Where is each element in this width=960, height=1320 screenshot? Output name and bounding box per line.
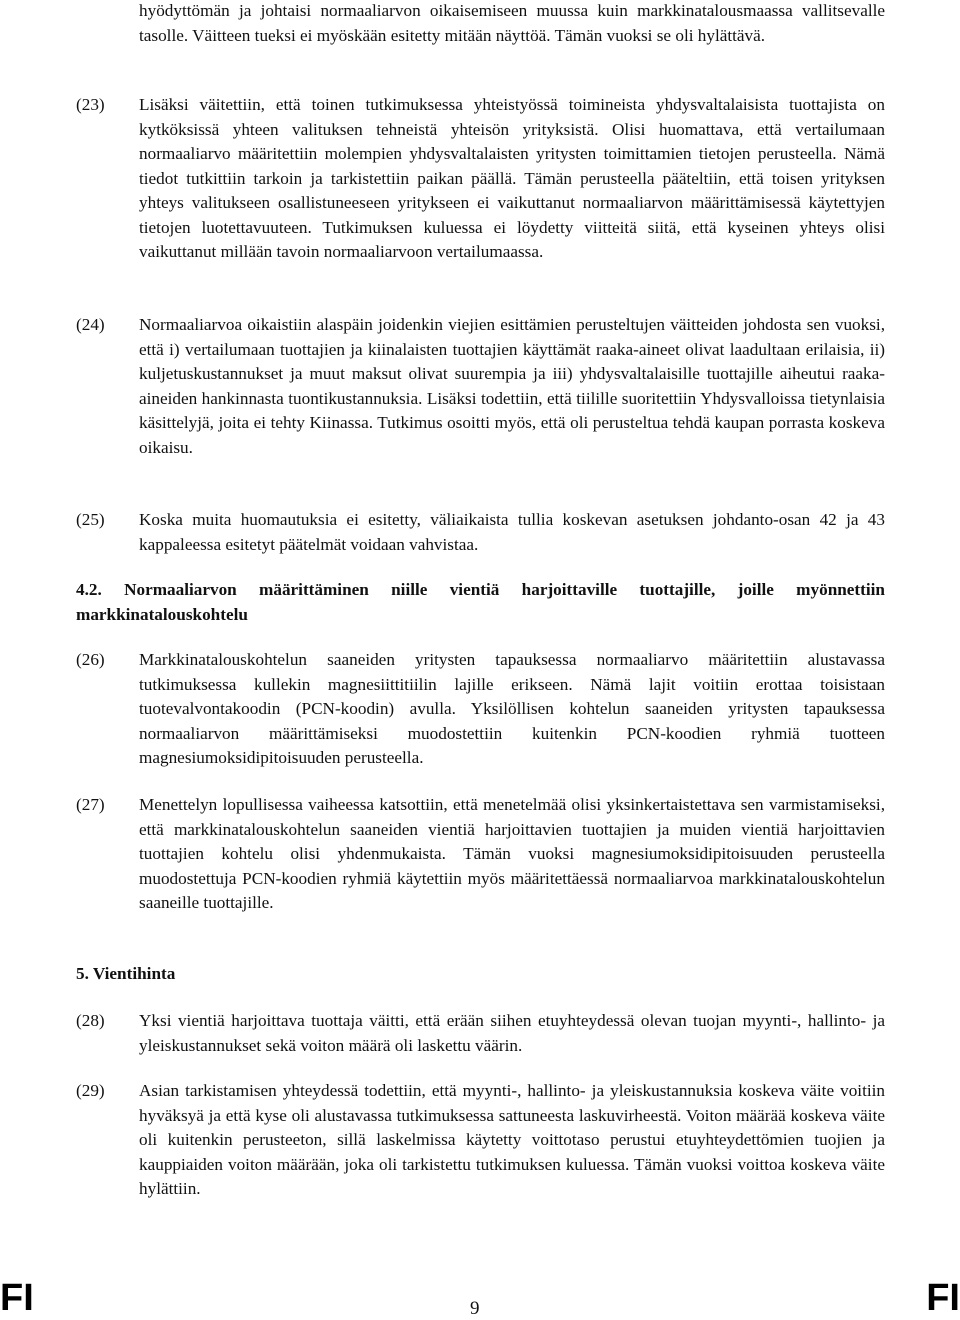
footer-language-code-right: FI	[926, 1277, 960, 1319]
paragraph-text: Normaaliarvoa oikaistiin alaspäin joidenkin viejien esittämien perusteltujen väitteiden johdosta sen vuoksi, että i) vertailumaan tuottajien ja kiinalaisten tuottajien käyttämät raaka-aineet olivat laadultaan erilaisia, ii) kuljetuskustannukset ja muut maksut olivat suurempia ja iii) yhdysvaltalaisille tuottajille aiheutui raaka-aineiden hankinnasta tuontikustannuksia. Lisäksi todettiin, että tiilille suoritettiin Yhdysvalloissa tietynlaisia käsittelyjä, joita ei tehty Kiinassa. Tutkimus osoitti myös, että oli perusteltua tehdä kaupan porrasta koskeva oikaisu.	[139, 315, 885, 457]
paragraph-text: Asian tarkistamisen yhteydessä todettiin, että myynti-, hallinto- ja yleiskustannuksia koskeva väite voitiin hyväksyä ja että kyse oli alustavassa tutkimuksessa sattuneesta laskuvirheestä. Voiton määrää koskeva väite oli kuitenkin perusteeton, sillä laskelmissa käytetty voittotaso perustui etuyhteydettömien tuojien ja kauppiaiden voiton määrään, joka oli tarkistettu tutkimuksen kuluessa. Tämän vuoksi voittoa koskeva väite hylättiin.	[139, 1081, 885, 1198]
paragraph-text: Menettelyn lopullisessa vaiheessa katsottiin, että menetelmää olisi yksinkertaistettava sen varmistamiseksi, että markkinatalouskohtelun saaneiden vientiä harjoittavien tuottajien ja muiden vientiä harjoittavien tuottajien kohtelu olisi yhdenmukaista. Tämän vuoksi magnesiumoksidipitoisuuden perusteella muodostettuja PCN-koodien ryhmiä käytettiin myös määritettäessä normaaliarvoa markkinatalouskohtelun saaneille tuottajille.	[139, 795, 885, 912]
page-number: 9	[470, 1298, 480, 1319]
section-heading-4-2: 4.2. Normaaliarvon määrittäminen niille vientiä harjoittaville tuottajille, joille myönnettiin markkinatalouskohtelu	[76, 580, 885, 624]
intro-paragraph-continuation: hyödyttömän ja johtaisi normaaliarvon oikaisemiseen muussa kuin markkinatalousmaassa vallitsevalle tasolle. Väitteen tueksi ei myöskään esitetty mitään näyttöä. Tämän vuoksi se oli hylättävä.	[139, 1, 885, 45]
paragraph-text: Koska muita huomautuksia ei esitetty, väliaikaista tullia koskevan asetuksen johdanto-osan 42 ja 43 kappaleessa esitetyt päätelmät voidaan vahvistaa.	[139, 510, 885, 554]
footer-language-code-left: FI	[0, 1277, 34, 1319]
paragraph-number: (23)	[76, 95, 105, 114]
section-heading-5: 5. Vientihinta	[76, 964, 176, 983]
paragraph-text: Lisäksi väitettiin, että toinen tutkimuksessa yhteistyössä toimineista yhdysvaltalaisista tuottajista on kytköksissä yhteen valituksen tehneistä yhteisön yrityksistä. Olisi huomattava, että vertailumaan normaaliarvo määritettiin molempien yhdysvaltalaisten yritysten toimittamien tietojen perusteella. Nämä tiedot tutkittiin tarkoin ja tarkistettiin paikan päällä. Tämän perusteella pääteltiin, että toisen yrityksen yhteys valitukseen osallistuneeseen yritykseen ei vaikuttanut normaaliarvon määrittämisessä käytettyjen tietojen luotettavuuteen. Tutkimuksen kuluessa ei löydetty viitteitä siitä, että kyseinen yhteys olisi vaikuttanut millään tavoin normaaliarvoon vertailumaassa.	[139, 95, 885, 261]
paragraph-number: (24)	[76, 315, 105, 334]
paragraph-number: (27)	[76, 795, 105, 814]
paragraph-text: Markkinatalouskohtelun saaneiden yritysten tapauksessa normaaliarvo määritettiin alustavassa tutkimuksessa kullekin magnesiittitiilin lajille erikseen. Nämä lajit voitiin erottaa toisistaan tuotevalvontakoodin (PCN-koodin) avulla. Yksilöllisen kohtelun saaneiden yritysten tapauksessa normaaliarvon määrittämiseksi muodostettiin kuitenkin PCN-koodien ryhmiä tuotteen magnesiumoksidipitoisuuden perusteella.	[139, 650, 885, 767]
paragraph-text: Yksi vientiä harjoittava tuottaja väitti, että erään siihen etuyhteydessä olevan tuojan myynti-, hallinto- ja yleiskustannukset sekä voiton määrä oli laskettu väärin.	[139, 1011, 885, 1055]
paragraph-number: (25)	[76, 510, 105, 529]
paragraph-number: (28)	[76, 1011, 105, 1030]
paragraph-number: (29)	[76, 1081, 105, 1100]
paragraph-number: (26)	[76, 650, 105, 669]
